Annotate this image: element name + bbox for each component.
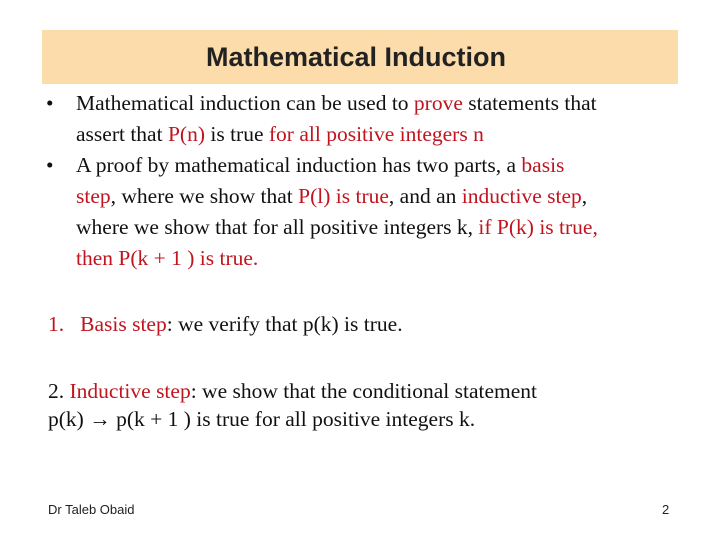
body-text: statements that — [462, 91, 597, 115]
bullet-2-line-3 — [76, 215, 598, 240]
page-number: 2 — [662, 502, 670, 517]
step-2-text-line-1: : we show that the conditional statement — [190, 379, 538, 403]
implies-arrow-icon: → — [89, 407, 111, 431]
highlighted-text: if P(k) is true, — [478, 215, 598, 239]
step-2-label: Inductive step — [69, 379, 191, 403]
body-text: A proof by mathematical induction has two parts, a — [76, 153, 522, 177]
highlighted-text: then P(k + 1 ) is true. — [76, 246, 259, 270]
highlighted-text: inductive step — [461, 184, 582, 208]
slide-title: Mathematical Induction — [205, 41, 507, 72]
bullet-2-line-2 — [76, 184, 587, 209]
highlighted-text: step — [76, 184, 111, 208]
title-bar — [42, 30, 678, 84]
bullet-2-line-4 — [76, 246, 258, 271]
body-text: is true — [204, 122, 269, 146]
highlighted-text: prove — [413, 91, 463, 115]
highlighted-text: basis — [521, 153, 565, 177]
bullet-2-line-1 — [76, 153, 564, 178]
highlighted-text: for all positive integers n — [268, 122, 484, 146]
bullet-marker: • — [46, 91, 54, 115]
step-2 — [48, 379, 537, 404]
body-text: Mathematical induction can be used to — [76, 91, 414, 115]
step-2-conclusion: p(k + 1 ) is true for all positive integers k. — [110, 407, 476, 431]
body-text: , where we show that — [110, 184, 299, 208]
bullet-marker: • — [46, 153, 54, 177]
step-1-text: : we verify that p(k) is true. — [166, 312, 403, 336]
highlighted-text: P(n) — [167, 122, 205, 146]
bullet-1-line-1 — [76, 91, 597, 116]
highlighted-text: P(l) is true — [298, 184, 389, 208]
step-1-label: Basis step — [80, 312, 167, 336]
step-2-line-2 — [48, 407, 475, 432]
body-text: , — [581, 184, 588, 208]
step-1 — [48, 312, 403, 337]
step-1-number: 1. — [48, 312, 65, 336]
step-2-premise: p(k) — [48, 407, 90, 431]
body-text: assert that — [76, 122, 168, 146]
body-text: where we show that for all positive integers k, — [76, 215, 479, 239]
step-2-number: 2. — [48, 379, 65, 403]
bullet-1-line-2 — [76, 122, 484, 147]
body-text: , and an — [388, 184, 462, 208]
footer-author: Dr Taleb Obaid — [48, 502, 135, 517]
